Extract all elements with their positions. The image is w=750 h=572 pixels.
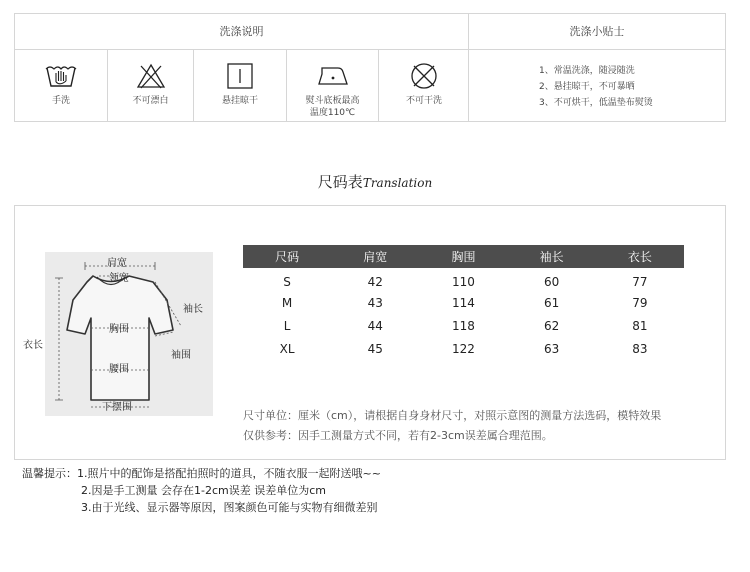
size-table-header: 肩宽 <box>331 245 419 268</box>
garment-label-collar: 领宽 <box>109 273 129 284</box>
size-table-header: 衣长 <box>596 245 684 268</box>
warm-tip-item: 2.因是手工测量 会存在1-2cm误差 误差单位为cm <box>81 484 326 497</box>
size-cell: 62 <box>544 318 560 333</box>
care-hand-wash <box>15 50 108 121</box>
care-icons-row <box>15 50 469 121</box>
size-cell: S <box>283 274 291 289</box>
size-table-header: 袖长 <box>508 245 596 268</box>
size-cell: 77 <box>632 274 648 289</box>
size-note-line: 仅供参考：因手工测量方式不同，若有2-3cm误差属合理范围。 <box>243 429 553 442</box>
garment-label-shoulder: 肩宽 <box>107 258 127 269</box>
size-cell: M <box>281 295 293 310</box>
no-bleach-icon <box>136 62 166 90</box>
size-cell: 79 <box>632 295 648 310</box>
size-cell: 60 <box>544 274 560 289</box>
care-label: 不可干洗 <box>405 96 442 106</box>
size-table-header: 胸围 <box>419 245 507 268</box>
care-instructions-table <box>14 13 726 122</box>
size-cell: 42 <box>367 274 383 289</box>
table-row <box>243 337 684 360</box>
size-cell: 122 <box>452 341 475 356</box>
washing-tips-list <box>469 50 725 121</box>
care-no-bleach <box>108 50 194 121</box>
size-cell: 61 <box>544 295 560 310</box>
table-row <box>243 314 684 337</box>
care-iron <box>287 50 379 121</box>
no-dry-clean-icon <box>409 62 439 90</box>
size-cell: 45 <box>367 341 383 356</box>
washing-tips-header: 洗涤小贴士 <box>469 14 725 50</box>
garment-label-hem: 下摆围 <box>102 402 132 413</box>
warm-tip-row <box>22 465 381 482</box>
care-label: 悬挂晾干 <box>221 96 258 106</box>
garment-label-chest: 胸围 <box>109 324 129 335</box>
size-cell: 110 <box>452 274 475 289</box>
washing-tip: 1、常温洗涤，随浸随洗 <box>539 66 635 76</box>
size-chart-panel <box>14 205 726 460</box>
iron-icon <box>316 62 350 90</box>
warm-tip-item: 1.照片中的配饰是搭配拍照时的道具，不随衣服一起附送哦~~ <box>77 467 381 480</box>
care-hang-dry <box>194 50 287 121</box>
size-cell: 118 <box>452 318 475 333</box>
care-label: 手洗 <box>51 96 70 106</box>
garment-label-cuff: 袖围 <box>171 350 191 361</box>
size-note-line: 尺寸单位：厘米（cm），请根据自身身材尺寸，对照示意图的测量方法选码，模特效果 <box>243 409 662 422</box>
size-cell: 81 <box>632 318 648 333</box>
tshirt-diagram-icon <box>45 252 213 416</box>
washing-tip: 3、不可烘干，低温垫布熨烫 <box>539 98 653 108</box>
care-no-dry-clean <box>379 50 469 121</box>
size-chart-title-cn: 尺码表 <box>317 173 363 191</box>
size-chart-title <box>0 171 750 192</box>
warm-tip-row <box>22 499 381 516</box>
size-measurement-note <box>243 406 661 446</box>
size-cell: L <box>283 318 291 333</box>
size-cell: 83 <box>632 341 648 356</box>
table-row <box>243 268 684 291</box>
garment-label-length: 衣长 <box>23 340 43 351</box>
garment-label-sleeve-length: 袖长 <box>183 304 203 315</box>
size-chart-title-en: Translation <box>362 176 433 190</box>
hand-wash-icon <box>44 62 78 90</box>
size-cell: 43 <box>367 295 383 310</box>
table-row <box>243 291 684 314</box>
care-label: 熨斗底板最高 温度110℃ <box>305 96 360 118</box>
care-label: 不可漂白 <box>132 96 169 106</box>
hang-dry-icon <box>226 62 254 90</box>
size-table-header-row <box>243 245 684 268</box>
warm-tip-item: 3.由于光线、显示器等原因，图案颜色可能与实物有细微差别 <box>81 501 378 514</box>
warm-tip-row <box>22 482 381 499</box>
size-table <box>243 245 684 360</box>
size-cell: 44 <box>367 318 383 333</box>
washing-instructions-header: 洗涤说明 <box>15 14 469 50</box>
size-cell: XL <box>279 341 295 356</box>
garment-measurement-diagram <box>23 252 213 416</box>
size-cell: 63 <box>544 341 560 356</box>
warm-tips <box>22 465 381 516</box>
size-table-header: 尺码 <box>243 245 331 268</box>
size-cell: 114 <box>452 295 475 310</box>
washing-tip: 2、悬挂晾干，不可暴晒 <box>539 82 635 92</box>
warm-tips-prefix: 温馨提示： <box>22 467 77 480</box>
garment-label-waist: 腰围 <box>109 364 129 375</box>
